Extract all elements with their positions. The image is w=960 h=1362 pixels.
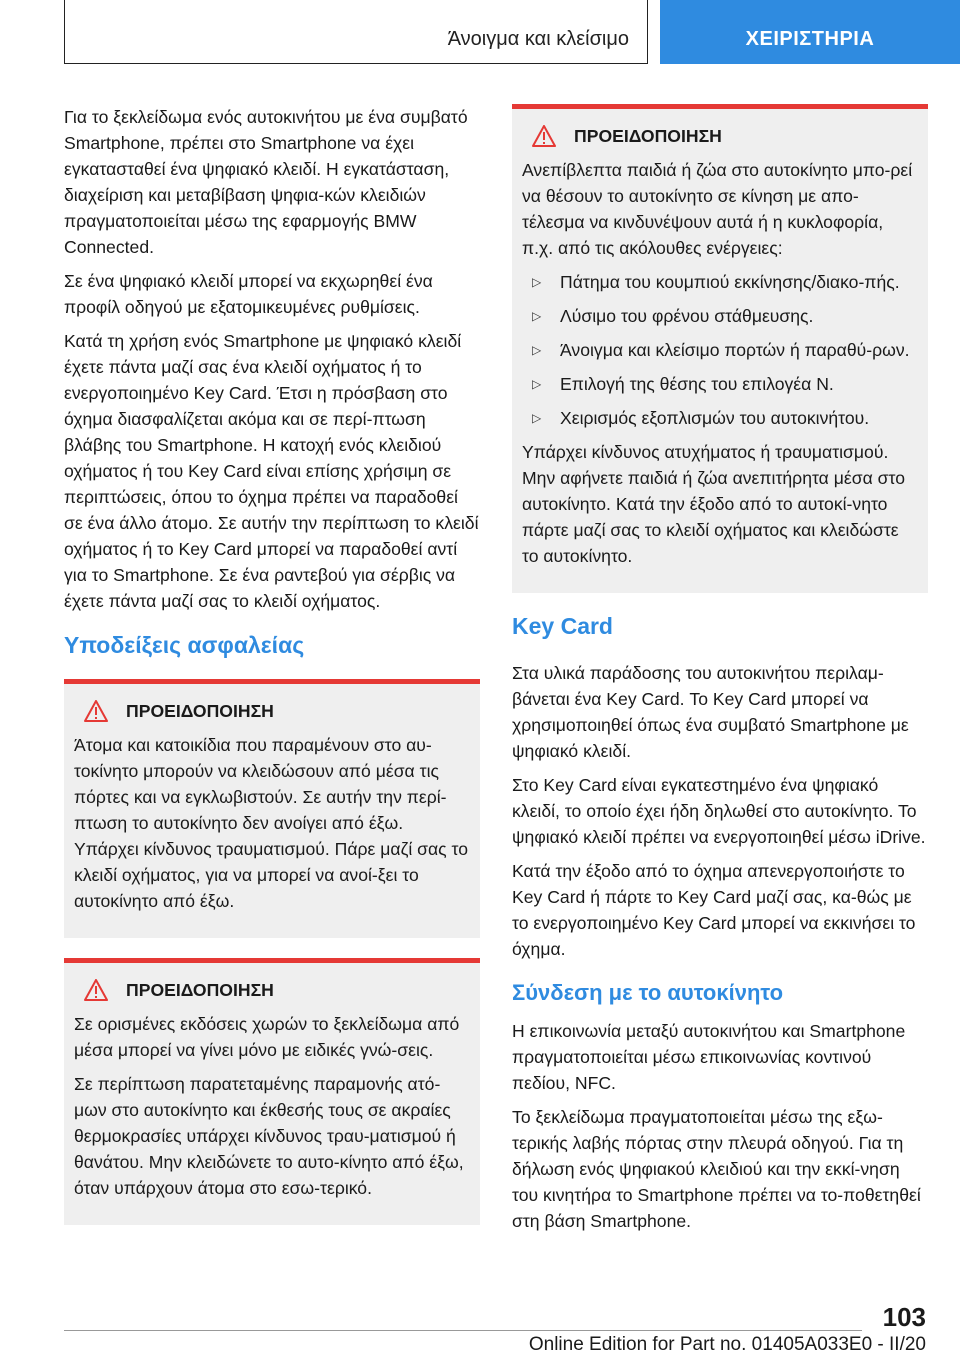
warning-box-3 — [512, 104, 928, 593]
connection-paragraph-2: Το ξεκλείδωμα πραγματοποιείται μέσω της εξω-τερικής λαβής πόρτας στην πλευρά οδηγού. Για τη δήλωση ενός ψηφιακού κλειδιού και την εκκί-νηση του κινητήρα το Smartphone πρέπει να το-ποθετηθεί στη βάση Smartphone. — [512, 1107, 921, 1231]
warning-header — [74, 700, 470, 722]
left-column — [64, 104, 480, 1245]
keycard-paragraph-2: Στο Key Card είναι εγκατεστημένο ένα ψηφιακό κλειδί, το οποίο έχει ήδη δηλωθεί στο αυτοκίνητο. Το ψηφιακό κλειδί πρέπει να ενεργοποιηθεί μέσω iDrive. — [512, 775, 926, 847]
bullet-triangle-icon: ▷ — [532, 377, 542, 391]
page-number: 103 — [882, 1302, 926, 1332]
bullet-triangle-icon: ▷ — [532, 275, 542, 289]
warning-triangle-icon — [84, 700, 108, 722]
warning-triangle-icon — [532, 125, 556, 147]
section-title: Άνοιγμα και κλείσιμο — [447, 28, 629, 50]
warning-outro: Υπάρχει κίνδυνος ατυχήματος ή τραυματισμού. Μην αφήνετε παιδιά ή ζώα ανεπιτήρητα μέσα στο αυτοκίνητο. Κατά την έξοδο από το αυτοκί-νητο πάρτε μαζί σας το κλειδί οχήματος και κλειδώστε το αυτοκίνητο. — [522, 442, 905, 566]
warning-title: ΠΡΟΕΙΔΟΠΟΙΗΣΗ — [126, 700, 274, 721]
warning-box-2 — [64, 958, 480, 1225]
chapter-tab — [660, 0, 960, 64]
warning-title: ΠΡΟΕΙΔΟΠΟΙΗΣΗ — [574, 125, 722, 146]
list-item — [522, 337, 918, 363]
intro-paragraph-2: Σε ένα ψηφιακό κλειδί μπορεί να εκχωρηθεί ένα προφίλ οδηγού με εξατομικευμένες ρυθμίσεις. — [64, 271, 433, 317]
footer-edition: Online Edition for Part no. 01405A033E0 - II/20 — [528, 1334, 926, 1355]
list-item — [522, 303, 918, 329]
bullet-triangle-icon: ▷ — [532, 343, 542, 357]
header-frame — [64, 0, 648, 64]
warning-title: ΠΡΟΕΙΔΟΠΟΙΗΣΗ — [126, 979, 274, 1000]
warning-text: Σε ορισμένες εκδόσεις χωρών το ξεκλείδωμα από μέσα μπορεί να γίνει μόνο με ειδικές γνώ-σεις. — [74, 1014, 460, 1060]
warning-header — [74, 979, 470, 1001]
warning-text: Σε περίπτωση παρατεταμένης παραμονής ατό-μων στο αυτοκίνητο και έκθεσής τους σε ακραίες θερμοκρασίες υπάρχει κίνδυνος τραυ-ματισμού ή θανάτου. Μην κλειδώνετε το αυτο-κίνητο από έξω, όταν υπάρχουν άτομα στο εσω-τερικό. — [74, 1074, 464, 1198]
warning-triangle-icon — [84, 979, 108, 1001]
intro-paragraph-1: Για το ξεκλείδωμα ενός αυτοκινήτου με ένα συμβατό Smartphone, πρέπει στο Smartphone να έχει εγκατασταθεί ένα ψηφιακό κλειδί. Η εγκατάσταση, διαχείριση και μεταβίβαση ψηφια-κών κλειδιών πραγματοποιείται μέσω της εφαρμογής BMW Connected. — [64, 107, 468, 257]
list-item — [522, 371, 918, 397]
connection-paragraph-1: Η επικοινωνία μεταξύ αυτοκινήτου και Smartphone πραγματοποιείται μέσω επικοινωνίας κοντινού πεδίου, NFC. — [512, 1021, 906, 1093]
warning-box-1 — [64, 679, 480, 938]
keycard-heading: Key Card — [512, 613, 613, 639]
chapter-title: ΧΕΙΡΙΣΤΗΡΙΑ — [745, 28, 875, 50]
list-item-text: Λύσιμο του φρένου στάθμευσης. — [560, 306, 814, 326]
connection-heading: Σύνδεση με το αυτοκίνητο — [512, 980, 784, 1005]
list-item-text: Χειρισμός εξοπλισμών του αυτοκινήτου. — [560, 408, 870, 428]
list-item-text: Πάτημα του κουμπιού εκκίνησης/διακο-πής. — [560, 272, 900, 292]
intro-paragraph-3: Κατά τη χρήση ενός Smartphone με ψηφιακό κλειδί έχετε πάντα μαζί σας ένα κλειδί οχήματος ή το ενεργοποιημένο Key Card. Έτσι η πρόσβαση στο όχημα διασφαλίζεται ακόμα και σε περί-πτωση βλάβης του Smartphone. Η κατοχή ενός κλειδιού οχήματος ή του Key Card είναι επίσης χρήσιμη σε περιπτώσεις, όπου το όχημα πρέπει να παραδοθεί σε ένα άλλο άτομο. Σε αυτήν την περίπτωση το κλειδί οχήματος ή το Key Card μπορεί να παραδοθεί αντί για το Smartphone. Σε ένα ραντεβού για σέρβις να έχετε πάντα μαζί σας το κλειδί οχήματος. — [64, 331, 479, 611]
list-item — [522, 269, 918, 295]
list-item-text: Επιλογή της θέσης του επιλογέα N. — [560, 374, 834, 394]
page-header — [0, 0, 960, 64]
warning-bullet-list — [522, 269, 918, 431]
footer-divider — [64, 1330, 862, 1331]
bullet-triangle-icon: ▷ — [532, 411, 542, 425]
warning-header — [522, 125, 918, 147]
list-item — [522, 405, 918, 431]
keycard-paragraph-1: Στα υλικά παράδοσης του αυτοκινήτου περιλαμ-βάνεται ένα Key Card. Το Key Card μπορεί να χρησιμοποιηθεί όπως ένα συμβατό Smartphone με ψηφιακό κλειδί. — [512, 663, 909, 761]
warning-intro: Ανεπίβλεπτα παιδιά ή ζώα στο αυτοκίνητο μπο-ρεί να θέσουν το αυτοκίνητο σε κίνηση με απο-τέλεσμα να κινδυνέψουν αυτά ή η κυκλοφορία, π.χ. από τις ακόλουθες ενέργειες: — [522, 160, 913, 258]
keycard-paragraph-3: Κατά την έξοδο από το όχημα απενεργοποιήστε το Key Card ή πάρτε το Key Card μαζί σας, κα-θώς με το ενεργοποιημένο Key Card μπορεί να εκκινήσει το όχημα. — [512, 861, 916, 959]
safety-heading: Υποδείξεις ασφαλείας — [64, 632, 305, 658]
bullet-triangle-icon: ▷ — [532, 309, 542, 323]
right-column — [512, 104, 928, 1242]
list-item-text: Άνοιγμα και κλείσιμο πορτών ή παραθύ-ρων. — [560, 340, 910, 360]
warning-text: Άτομα και κατοικίδια που παραμένουν στο αυ-τοκίνητο μπορούν να κλειδώσουν από μέσα τις πόρτες και να εγκλωβιστούν. Σε αυτήν την περί-πτωση το αυτοκίνητο δεν ανοίγει από έξω. Υπάρχει κίνδυνος τραυματισμού. Πάρε μαζί σας το κλειδί οχήματος, για να μπορεί να ανοί-ξει το αυτοκίνητο από έξω. — [74, 735, 469, 911]
